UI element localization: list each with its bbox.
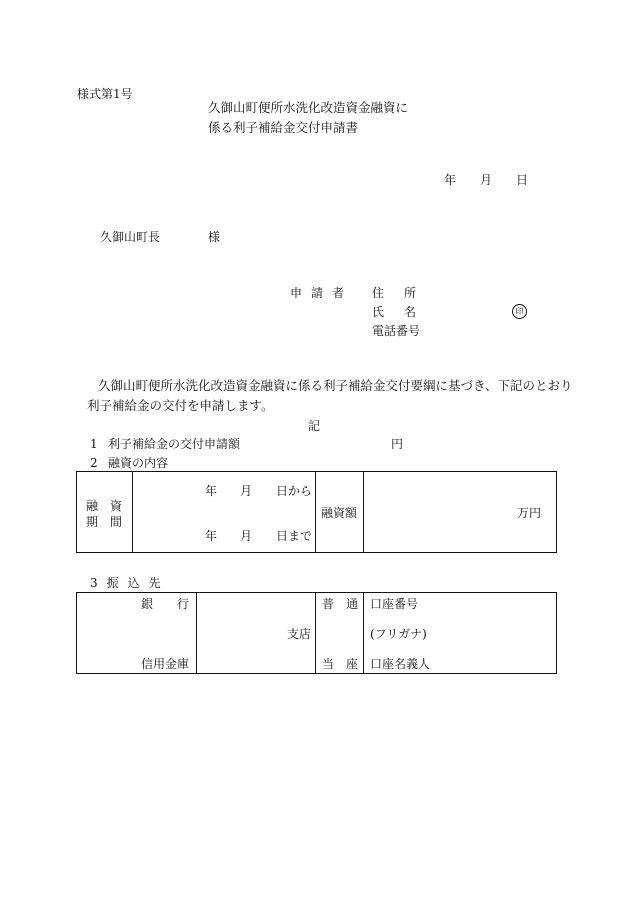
to-day-label: 日まで: [276, 529, 313, 543]
bank-label: 銀 行: [141, 597, 190, 611]
loan-amount-label: 融資額: [321, 506, 358, 520]
bank-table-divider-1: [196, 592, 197, 674]
from-year-label: 年: [205, 484, 218, 498]
loan-table-border-bottom: [76, 552, 557, 553]
date-year-label: 年: [444, 173, 457, 187]
title-line-2: 係る利子補給金交付申請書: [208, 120, 359, 135]
loan-amount-unit: 万円: [517, 506, 542, 520]
name-label: 氏名: [372, 305, 437, 319]
item3-label: 3振込先: [90, 576, 170, 590]
ki-heading: 記: [308, 419, 321, 433]
bank-table-border-top: [76, 592, 557, 593]
addressee-honorific: 様: [208, 230, 221, 244]
item1-number: 1: [90, 437, 98, 451]
to-year-label: 年: [205, 529, 218, 543]
credit-union-label: 信用金庫: [141, 657, 190, 671]
loan-table-divider-2: [315, 471, 316, 553]
applicant-label: 申請者: [290, 286, 354, 300]
title-line-1: 久御山町便所水洗化改造資金融資に: [208, 100, 409, 115]
futsu-label: 普 通: [322, 597, 359, 611]
seal-mark-icon: 印: [512, 304, 527, 319]
from-day-label: 日から: [276, 484, 313, 498]
account-holder-label: 口座名義人: [370, 657, 431, 671]
date-day-label: 日: [516, 173, 529, 187]
body-text-line-2: 利子補給金の交付を申請します。: [87, 398, 274, 413]
item1-label: 利子補給金の交付申請額: [108, 437, 241, 451]
from-month-label: 月: [240, 484, 253, 498]
body-text-line-1: 久御山町便所水洗化改造資金融資に係る利子補給金交付要綱に基づき、下記のとおり: [98, 378, 573, 393]
form-number: 様式第1号: [77, 87, 133, 101]
bank-table-border-left: [76, 592, 77, 674]
loan-table-border-right: [556, 471, 557, 553]
loan-period-label-1: 融 資: [86, 499, 123, 513]
bank-table-divider-3: [363, 592, 364, 674]
loan-table-border-top: [76, 471, 557, 472]
loan-table-border-left: [76, 471, 77, 553]
furigana-label: (フリガナ): [370, 627, 427, 641]
date-month-label: 月: [480, 173, 493, 187]
item2-number: 2: [90, 456, 98, 470]
toza-label: 当 座: [322, 657, 359, 671]
loan-table-divider-3: [363, 471, 364, 553]
account-number-label: 口座番号: [370, 597, 419, 611]
loan-period-label-2: 期 間: [86, 515, 123, 529]
loan-table-divider-1: [132, 471, 133, 553]
item1-unit: 円: [391, 437, 404, 451]
phone-label: 電話番号: [372, 324, 421, 338]
address-label: 住所: [372, 286, 437, 300]
bank-table-border-bottom: [76, 673, 557, 674]
bank-table-divider-2: [315, 592, 316, 674]
branch-label: 支店: [287, 627, 312, 641]
bank-table-border-right: [556, 592, 557, 674]
addressee-name: 久御山町長: [100, 230, 161, 244]
item2-label: 融資の内容: [108, 456, 169, 470]
to-month-label: 月: [240, 529, 253, 543]
